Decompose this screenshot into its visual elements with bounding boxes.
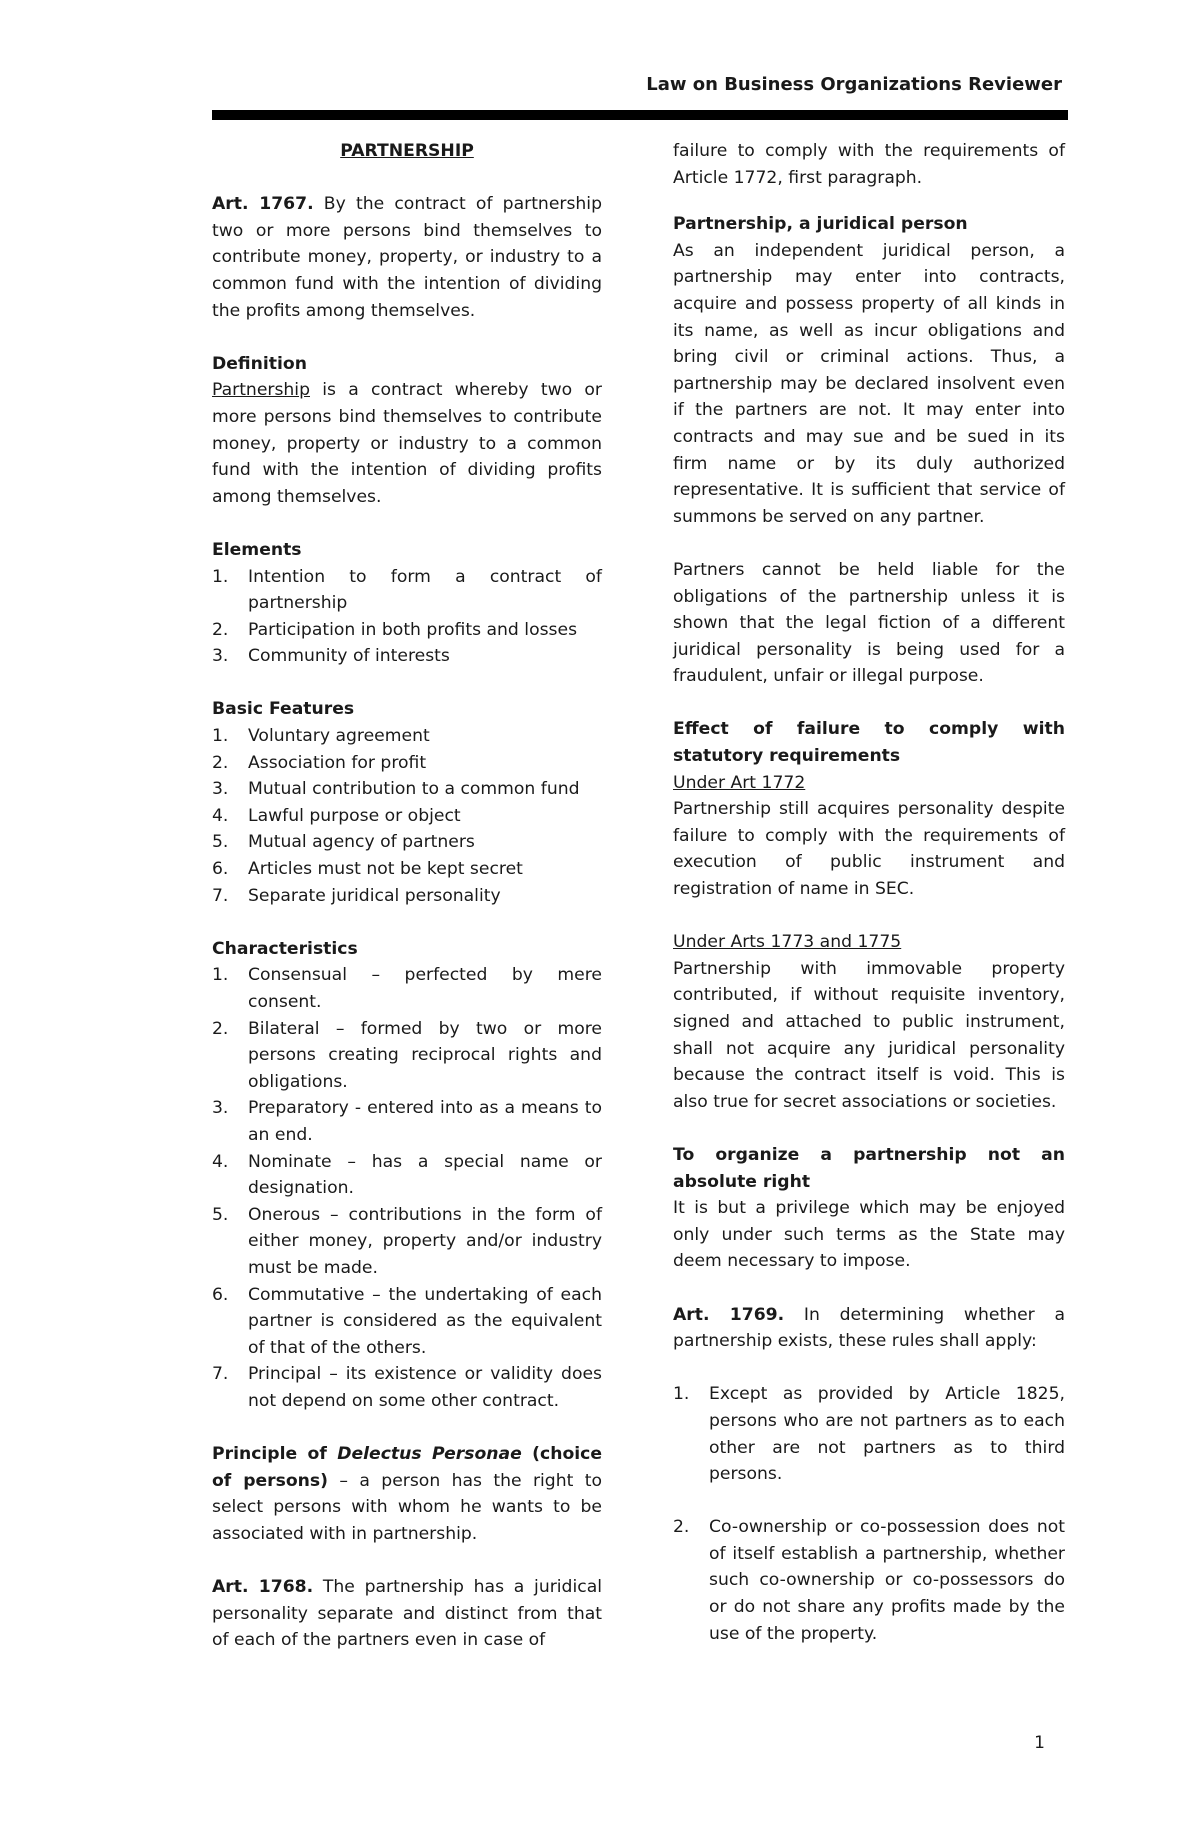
list-item xyxy=(212,750,602,777)
list-item-text: Commutative – the undertaking of each partner is considered as the equivalent of that of the others. xyxy=(248,1284,602,1358)
elements-heading: Elements xyxy=(212,539,302,560)
delectus-personae-paragraph xyxy=(212,1441,602,1547)
article-1768-continuation: failure to comply with the requirements of Article 1772, first paragraph. xyxy=(673,141,1065,188)
delectus-label-a: Principle of xyxy=(212,1444,338,1465)
characteristics-heading: Characteristics xyxy=(212,938,358,959)
list-item xyxy=(212,962,602,1015)
article-1769-text: In determining whether a partnership exists, these rules shall apply: xyxy=(673,1304,1066,1352)
list-item-text: Principal – its existence or validity does not depend on some other contract. xyxy=(248,1364,602,1411)
list-item xyxy=(212,856,602,883)
list-item-text: Voluntary agreement xyxy=(248,726,430,747)
list-item-number: 6. xyxy=(212,1284,229,1305)
list-item xyxy=(673,1514,1065,1647)
list-item-number: 4. xyxy=(212,805,229,826)
juridical-person-heading: Partnership, a juridical person xyxy=(673,214,968,235)
list-item xyxy=(212,1095,602,1148)
list-item xyxy=(673,1381,1065,1487)
list-item xyxy=(212,643,602,670)
list-item-text: Intention to form a contract of partnership xyxy=(248,566,602,614)
organize-heading: To organize a partnership not an absolute right xyxy=(673,1144,1065,1192)
list-item-number: 1. xyxy=(212,726,229,747)
effect-text-1772: Partnership still acquires personality despite failure to comply with the requirements of execution of public instrument and registration of name in SEC. xyxy=(673,799,1065,900)
article-1769 xyxy=(673,1302,1065,1355)
effect-text-1773: Partnership with immovable property contributed, if without requisite inventory, signed and attached to public instrument, shall not acquire any juridical personality because the contract itself is void. This is also true for secret associations or societies. xyxy=(673,958,1065,1112)
list-item-text: Preparatory - entered into as a means to an end. xyxy=(248,1098,602,1145)
definition-text xyxy=(212,377,602,510)
list-item-number: 2. xyxy=(212,1018,229,1039)
section-heading-partnership: PARTNERSHIP xyxy=(340,141,474,161)
list-item xyxy=(212,1202,602,1282)
effect-subheading-1773: Under Arts 1773 and 1775 xyxy=(673,932,902,953)
list-item-text: Mutual contribution to a common fund xyxy=(248,779,580,800)
list-item xyxy=(212,1016,602,1096)
list-item xyxy=(212,617,602,644)
list-item-text: Co-ownership or co-possession does not of itself establish a partnership, whether such co-ownership or co-possessors do or do not share any profits made by the use of the property. xyxy=(709,1517,1065,1644)
article-1768-text: The partnership has a juridical personality separate and distinct from that of each of the partners even in case of xyxy=(212,1577,603,1651)
list-item xyxy=(212,803,602,830)
organize-text: It is but a privilege which may be enjoyed only under such terms as the State may deem necessary to impose. xyxy=(673,1198,1065,1272)
list-item-number: 7. xyxy=(212,1364,229,1385)
delectus-label-b: (choice of persons) xyxy=(212,1444,603,1491)
list-item-number: 7. xyxy=(212,885,229,906)
article-1769-rules-list xyxy=(673,1381,1065,1647)
basic-features-list xyxy=(212,723,602,909)
list-item-text: Community of interests xyxy=(248,646,450,667)
list-item-text: Mutual agency of partners xyxy=(248,832,475,853)
delectus-text: – a person has the right to select persons with whom he wants to be associated with in partnership. xyxy=(212,1470,602,1544)
list-item-text: Separate juridical personality xyxy=(248,885,501,906)
list-item xyxy=(212,883,602,910)
list-item xyxy=(212,829,602,856)
delectus-label-italic: Delectus Personae xyxy=(337,1444,522,1465)
list-item-text: Onerous – contributions in the form of either money, property and/or industry must be made. xyxy=(248,1204,602,1278)
effect-heading: Effect of failure to comply with statutory requirements xyxy=(673,719,1065,767)
list-item-number: 5. xyxy=(212,1204,229,1225)
definition-term: Partnership xyxy=(212,380,310,401)
document-header-title: Law on Business Organizations Reviewer xyxy=(646,74,1062,95)
list-item-number: 6. xyxy=(212,859,229,880)
header-rule xyxy=(212,110,1068,120)
list-item-number: 1. xyxy=(673,1384,690,1405)
list-item-number: 3. xyxy=(212,646,229,667)
characteristics-list xyxy=(212,962,602,1414)
list-item-number: 1. xyxy=(212,566,229,587)
list-item xyxy=(212,1282,602,1362)
list-item-text: Nominate – has a special name or designation. xyxy=(248,1151,602,1199)
list-item xyxy=(212,723,602,750)
page-number: 1 xyxy=(1034,1733,1045,1753)
list-item-number: 5. xyxy=(212,832,229,853)
list-item xyxy=(212,1361,602,1414)
list-item-number: 2. xyxy=(212,752,229,773)
list-item-number: 3. xyxy=(212,779,229,800)
article-1767-text: By the contract of partnership two or more persons bind themselves to contribute money, property, or industry to a common fund with the intention of dividing the profits among themselves. xyxy=(212,194,602,321)
list-item-number: 3. xyxy=(212,1098,229,1119)
list-item xyxy=(212,776,602,803)
article-1767-label: Art. 1767. xyxy=(212,194,314,215)
basic-features-heading: Basic Features xyxy=(212,699,355,720)
article-1768-label: Art. 1768. xyxy=(212,1577,314,1598)
list-item-text: Except as provided by Article 1825, persons who are not partners as to each other are not partners as to third persons. xyxy=(709,1384,1065,1485)
list-item-text: Lawful purpose or object xyxy=(248,805,461,826)
list-item-text: Consensual – perfected by mere consent. xyxy=(248,965,602,1012)
list-item xyxy=(212,564,602,617)
article-1767 xyxy=(212,191,602,324)
definition-body: is a contract whereby two or more persons bind themselves to contribute money, property or industry to a common fund with the intention of dividing profits among themselves. xyxy=(212,380,602,507)
elements-list xyxy=(212,564,602,670)
definition-heading: Definition xyxy=(212,353,307,374)
list-item-text: Participation in both profits and losses xyxy=(248,619,578,640)
partners-liability-text: Partners cannot be held liable for the obligations of the partnership unless it is shown that the legal fiction of a different juridical personality is being used for a fraudulent, unfair or illegal purpose. xyxy=(673,559,1065,687)
list-item-text: Bilateral – formed by two or more persons creating reciprocal rights and obligations. xyxy=(248,1018,602,1092)
list-item-number: 4. xyxy=(212,1151,229,1172)
article-1769-label: Art. 1769. xyxy=(673,1304,785,1325)
list-item xyxy=(212,1149,602,1202)
left-column xyxy=(212,138,602,1654)
juridical-person-text: As an independent juridical person, a partnership may enter into contracts, acquire and possess property of all kinds in its name, as well as incur obligations and bring civil or criminal actions. Thus, a partnership may be declared insolvent even if the partners are not. It may enter into contracts and may sue and be sued in its firm name or by its duly authorized representative. It is sufficient that service of summons be served on any partner. xyxy=(673,240,1065,527)
list-item-number: 2. xyxy=(212,619,229,640)
article-1768 xyxy=(212,1574,602,1654)
list-item-text: Articles must not be kept secret xyxy=(248,859,523,880)
list-item-number: 2. xyxy=(673,1517,690,1538)
right-column xyxy=(673,138,1065,1647)
list-item-number: 1. xyxy=(212,965,229,986)
effect-subheading-1772: Under Art 1772 xyxy=(673,772,806,793)
list-item-text: Association for profit xyxy=(248,752,427,773)
